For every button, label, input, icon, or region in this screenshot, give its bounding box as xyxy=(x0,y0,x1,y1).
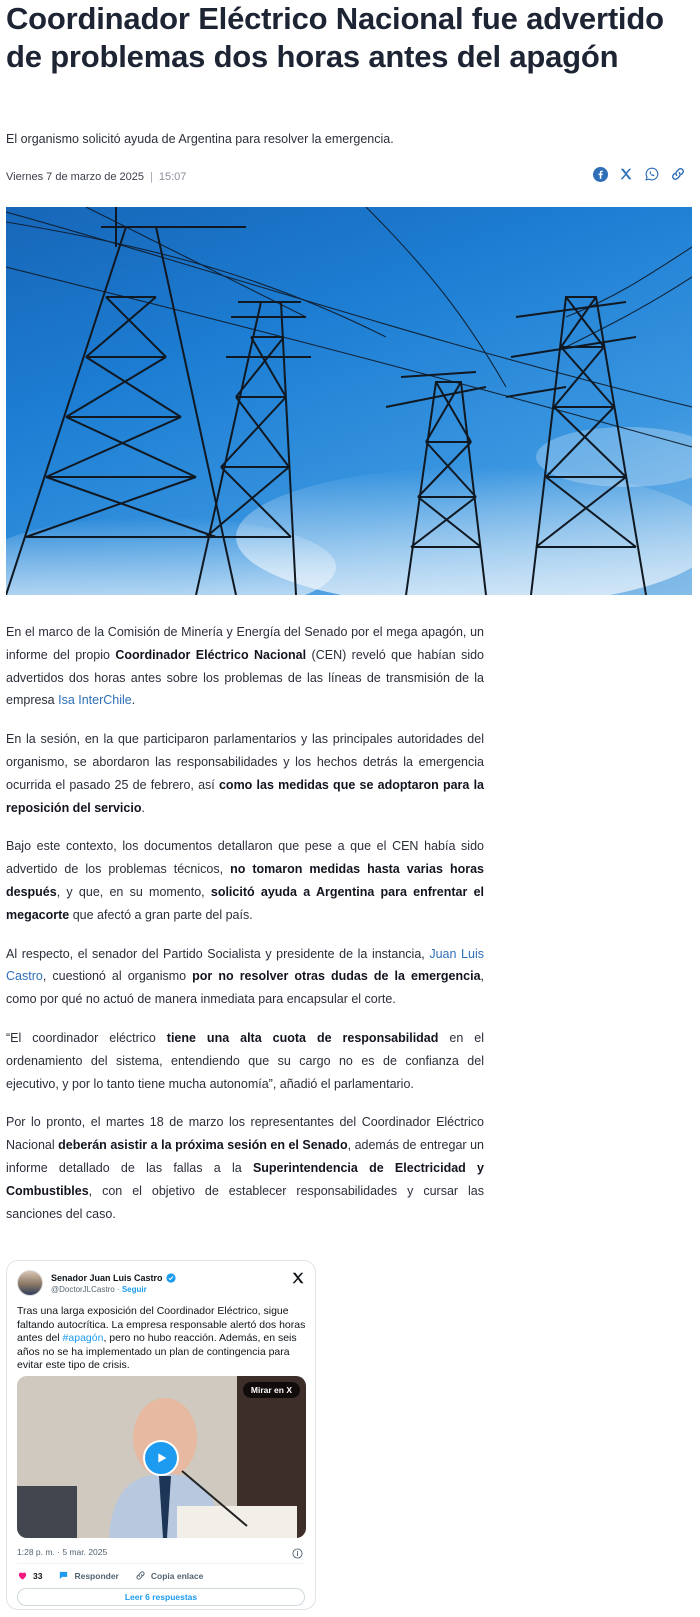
facebook-icon[interactable] xyxy=(592,166,608,182)
text-run: , pero no hubo reacción. Además, en seis años no se ha implementado un plan de contingencia para evitar este tipo de crisis. xyxy=(17,1332,297,1371)
hero-image xyxy=(6,207,692,595)
publish-date: Viernes 7 de marzo de 2025 xyxy=(6,171,144,183)
follow-button[interactable]: Seguir xyxy=(121,1284,147,1294)
copy-link-icon[interactable] xyxy=(670,166,686,182)
tweet-video[interactable] xyxy=(17,1376,306,1538)
avatar[interactable] xyxy=(17,1270,43,1296)
whatsapp-icon[interactable] xyxy=(644,166,660,182)
text-run: “El coordinador eléctrico xyxy=(6,1030,167,1045)
text-run: En el marco de la Comisión de Minería y Energía del Senado por el mega apagón, un informe del propio xyxy=(6,625,484,662)
verified-badge-icon xyxy=(166,1273,176,1283)
tweet-author[interactable] xyxy=(51,1273,176,1283)
article-body xyxy=(6,621,484,1241)
meta-separator: | xyxy=(150,171,153,183)
text-run: . xyxy=(141,800,145,815)
bold-text: por no resolver otras dudas de la emergencia xyxy=(192,969,481,984)
copy-link-label: Copia enlace xyxy=(150,1570,204,1581)
embedded-tweet xyxy=(6,1260,316,1610)
speech-bubble-icon xyxy=(58,1570,69,1581)
text-run: en el ordenamiento del sistema, entendiendo que su cargo no es de confianza del ejecutivo, y por lo tanto tiene mucha autonomía”, añadió el parlamentario. xyxy=(6,1030,484,1091)
tweet-handle-row xyxy=(51,1285,176,1294)
dot-separator: · xyxy=(114,1284,122,1294)
link-icon xyxy=(135,1570,146,1581)
heart-icon xyxy=(17,1570,28,1581)
tweet-actions xyxy=(17,1570,203,1581)
power-towers-illustration xyxy=(6,207,692,595)
bold-text: como las medidas que se adoptaron para la reposición del servicio xyxy=(6,777,484,815)
watch-on-x-button[interactable]: Mirar en X xyxy=(243,1382,300,1398)
text-run: (CEN) reveló que habían sido advertidos dos horas antes sobre los problemas de las líneas de transmisión de la empresa xyxy=(6,647,485,708)
tweet-text xyxy=(17,1305,307,1373)
reply-label: Responder xyxy=(74,1570,119,1581)
text-run: . xyxy=(131,693,136,708)
like-button[interactable] xyxy=(17,1570,42,1581)
paragraph xyxy=(6,1111,484,1225)
author-handle: @DoctorJLCastro xyxy=(51,1284,115,1294)
text-run: , además de entregar un informe detallado de las fallas a la xyxy=(6,1138,484,1175)
bold-text: no tomaron medidas hasta varias horas después xyxy=(6,862,484,899)
paragraph xyxy=(6,835,484,926)
divider xyxy=(17,1563,305,1564)
link-juan-luis-castro[interactable]: Juan Luis Castro xyxy=(6,946,484,984)
text-run: Por lo pronto, el martes 18 de marzo los representantes del Coordinador Eléctrico Nacional xyxy=(6,1115,484,1153)
text-run: Tras una larga exposición del Coordinador Eléctrico, sigue faltando autocrítica. La empresa responsable alertó dos horas antes del xyxy=(17,1305,306,1344)
text-run: Bajo este contexto, los documentos detallaron que pese a que el CEN había sido advertido de los problemas técnicos, xyxy=(6,839,484,877)
text-run: que afectó a gran parte del país. xyxy=(69,907,253,922)
read-replies-button[interactable]: Leer 6 respuestas xyxy=(17,1588,305,1606)
like-count: 33 xyxy=(33,1570,43,1581)
bold-text: solicitó ayuda a Argentina para enfrentar el megacorte xyxy=(6,884,485,922)
tweet-timestamp[interactable]: 1:28 p. m. · 5 mar. 2025 xyxy=(17,1547,108,1557)
tweet-header xyxy=(17,1270,176,1296)
text-run: , como por qué no actuó de manera inmediata para encapsular el corte. xyxy=(6,969,485,1007)
bold-text: Superintendencia de Electricidad y Combustibles xyxy=(6,1160,484,1198)
paragraph xyxy=(6,1027,484,1095)
article-meta xyxy=(6,171,186,183)
paragraph xyxy=(6,621,484,712)
info-icon[interactable] xyxy=(292,1546,303,1557)
reply-button[interactable] xyxy=(58,1570,118,1581)
x-icon[interactable] xyxy=(618,166,634,182)
share-bar xyxy=(592,166,686,182)
hashtag-link[interactable]: #apagón xyxy=(62,1332,104,1344)
text-run: , con el objetivo de establecer responsabilidades y cursar las sanciones del caso. xyxy=(6,1183,484,1221)
link-isa-interchile[interactable]: Isa InterChile xyxy=(58,693,132,708)
article-subtitle: El organismo solicitó ayuda de Argentina para resolver la emergencia. xyxy=(6,132,394,146)
article-title: Coordinador Eléctrico Nacional fue advertido de problemas dos horas antes del apagón xyxy=(6,1,664,74)
author-name: Senador Juan Luis Castro xyxy=(51,1272,163,1283)
text-run: En la sesión, en la que participaron parlamentarios y las principales autoridades del organismo, se abordaron las responsabilidades y los hechos detrás la emergencia ocurrida el pasado 25 de febrero, así xyxy=(6,732,484,792)
text-run: , y que, en su momento, xyxy=(56,884,211,899)
copy-link-button[interactable] xyxy=(135,1570,203,1581)
paragraph xyxy=(6,943,484,1011)
bold-text: deberán asistir a la próxima sesión en el Senado xyxy=(58,1138,348,1153)
play-icon[interactable] xyxy=(143,1440,179,1476)
publish-time: 15:07 xyxy=(158,171,187,183)
paragraph xyxy=(6,728,484,819)
bold-text: tiene una alta cuota de responsabilidad xyxy=(166,1030,439,1045)
bold-text: Coordinador Eléctrico Nacional xyxy=(115,647,307,662)
text-run: , cuestionó al organismo xyxy=(42,969,193,984)
text-run: Al respecto, el senador del Partido Socialista y presidente de la instancia, xyxy=(6,946,430,961)
x-logo-icon[interactable] xyxy=(291,1271,305,1285)
